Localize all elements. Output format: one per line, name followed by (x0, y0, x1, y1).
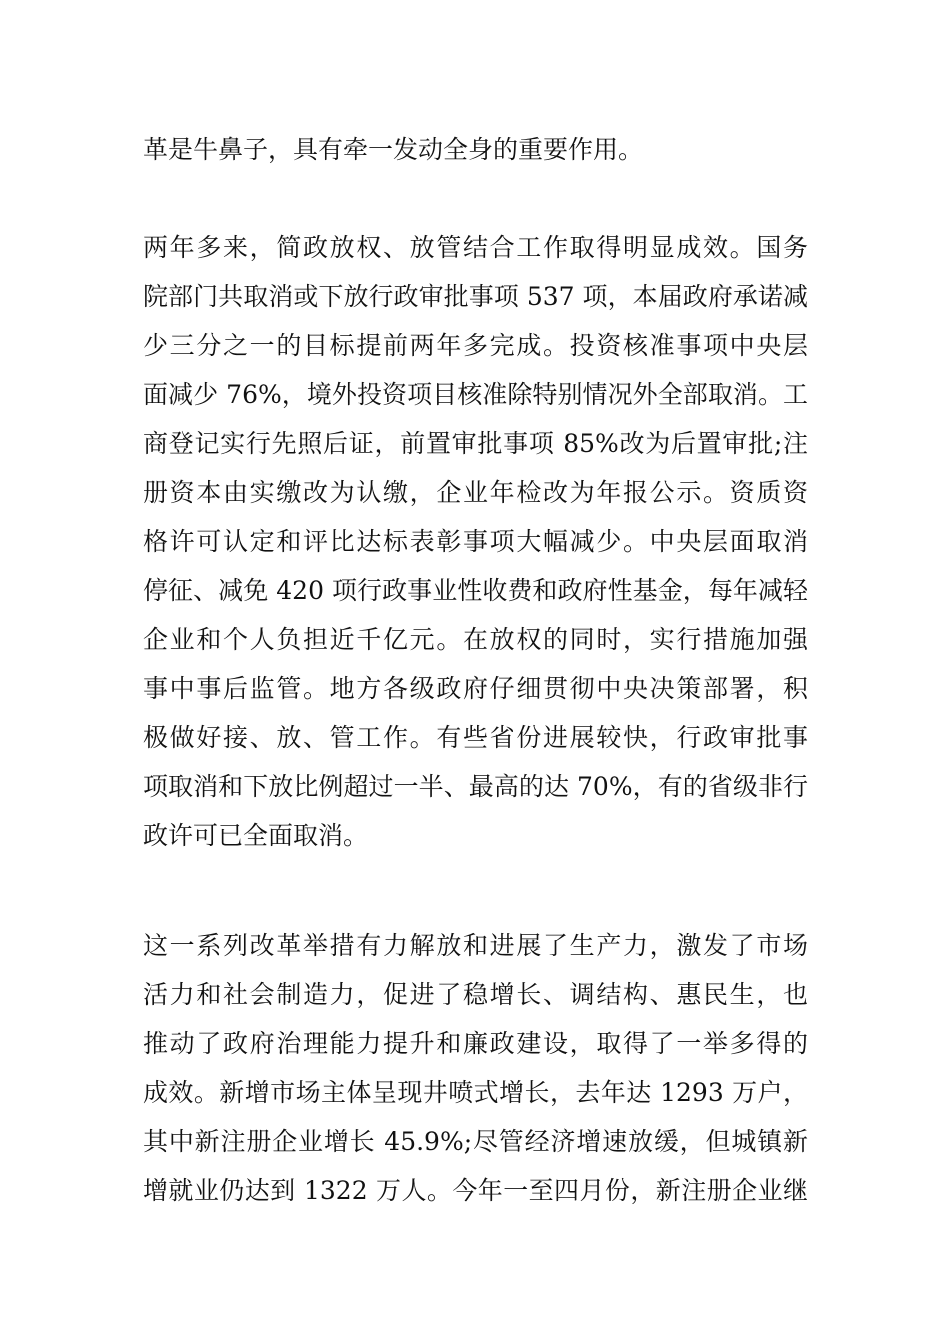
text-line: 增就业仍达到 1322 万人。今年一至四月份，新注册企业继 (143, 1176, 808, 1205)
paragraph-2 (143, 223, 808, 860)
text-line: 推动了政府治理能力提升和廉政建设，取得了一举多得的 (143, 1029, 808, 1058)
text-line: 项取消和下放比例超过一半、最高的达 70%，有的省级非行 (143, 772, 808, 801)
paragraph-3 (143, 921, 808, 1215)
paragraph-1 (143, 125, 808, 174)
text-line: 院部门共取消或下放行政审批事项 537 项，本届政府承诺减 (143, 282, 808, 311)
text-line: 册资本由实缴改为认缴，企业年检改为年报公示。资质资 (143, 478, 808, 507)
text-line: 活力和社会制造力，促进了稳增长、调结构、惠民生，也 (143, 980, 808, 1009)
text-line: 面减少 76%，境外投资项目核准除特别情况外全部取消。工 (143, 380, 808, 409)
text-line: 政许可已全面取消。 (143, 821, 369, 850)
text-line: 这一系列改革举措有力解放和进展了生产力，激发了市场 (143, 931, 808, 960)
text-line: 成效。新增市场主体呈现井喷式增长，去年达 1293 万户， (143, 1078, 808, 1107)
text-line: 其中新注册企业增长 45.9%;尽管经济增速放缓，但城镇新 (143, 1127, 808, 1156)
text-line: 极做好接、放、管工作。有些省份进展较快，行政审批事 (143, 723, 808, 752)
text-line: 事中事后监管。地方各级政府仔细贯彻中央决策部署，积 (143, 674, 808, 703)
text-line: 企业和个人负担近千亿元。在放权的同时，实行措施加强 (143, 625, 808, 654)
text-line: 两年多来，简政放权、放管结合工作取得明显成效。国务 (143, 233, 808, 262)
text-line: 革是牛鼻子，具有牵一发动全身的重要作用。 (143, 135, 644, 164)
text-line: 格许可认定和评比达标表彰事项大幅减少。中央层面取消 (143, 527, 808, 556)
text-line: 少三分之一的目标提前两年多完成。投资核准事项中央层 (143, 331, 808, 360)
text-line: 商登记实行先照后证，前置审批事项 85%改为后置审批;注 (143, 429, 808, 458)
text-line: 停征、减免 420 项行政事业性收费和政府性基金，每年减轻 (143, 576, 808, 605)
